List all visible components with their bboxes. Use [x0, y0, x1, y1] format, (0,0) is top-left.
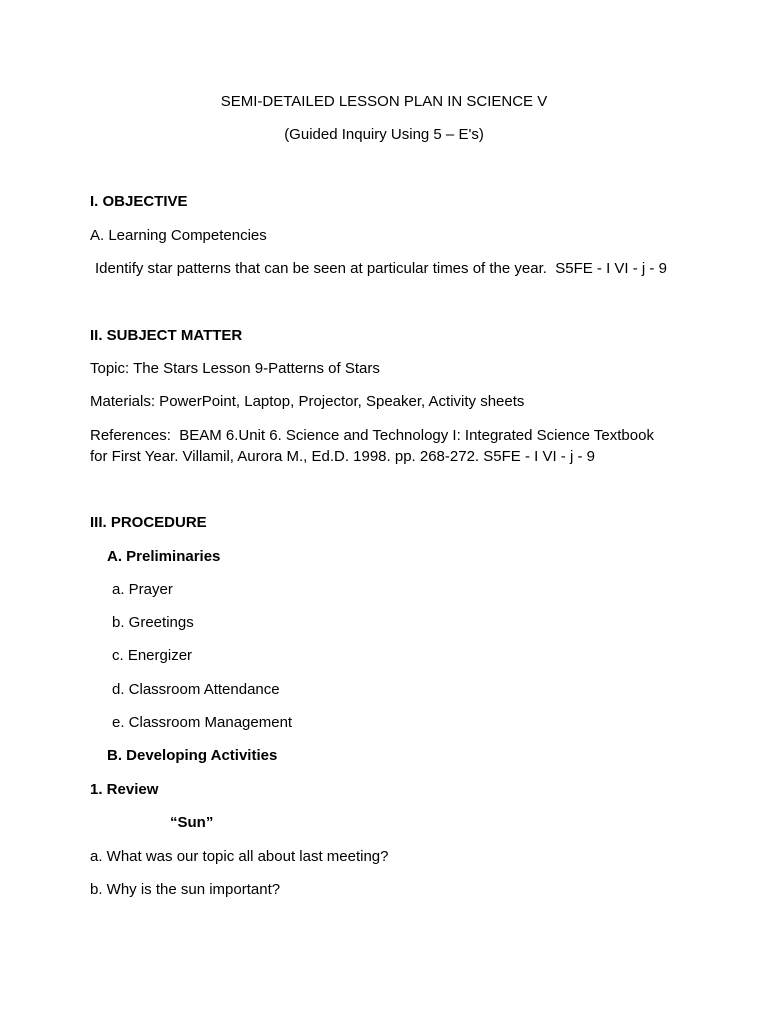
subject-matter-heading: II. SUBJECT MATTER	[90, 327, 243, 344]
references-text-line-2: for First Year. Villamil, Aurora M., Ed.D. 1998. pp. 268-272. S5FE - I VI - j - 9	[90, 448, 595, 465]
learning-competencies-heading: A. Learning Competencies	[90, 227, 267, 244]
review-question: a. What was our topic all about last meeting?	[90, 848, 389, 865]
review-question: b. Why is the sun important?	[90, 881, 281, 898]
document-subtitle: (Guided Inquiry Using 5 – E's)	[284, 126, 484, 143]
document-title: SEMI-DETAILED LESSON PLAN IN SCIENCE V	[220, 93, 548, 110]
preliminaries-item: d. Classroom Attendance	[112, 681, 280, 698]
preliminaries-item: b. Greetings	[112, 614, 194, 631]
review-heading: 1. Review	[90, 781, 159, 798]
materials-text: Materials: PowerPoint, Laptop, Projector, Speaker, Activity sheets	[90, 393, 525, 410]
preliminaries-item: e. Classroom Management	[112, 714, 293, 731]
preliminaries-item: a. Prayer	[112, 581, 173, 598]
preliminaries-item: c. Energizer	[112, 647, 193, 664]
preliminaries-heading: A. Preliminaries	[107, 548, 221, 565]
objective-heading: I. OBJECTIVE	[90, 193, 188, 210]
topic-text: Topic: The Stars Lesson 9-Patterns of Stars	[90, 360, 380, 377]
references-text-line-1: References: BEAM 6.Unit 6. Science and Technology I: Integrated Science Textbook	[90, 427, 654, 444]
competency-text: Identify star patterns that can be seen at particular times of the year. S5FE - I VI - j - 9	[95, 260, 667, 277]
developing-activities-heading: B. Developing Activities	[107, 747, 278, 764]
procedure-heading: III. PROCEDURE	[90, 514, 207, 531]
review-title: “Sun”	[170, 814, 214, 831]
